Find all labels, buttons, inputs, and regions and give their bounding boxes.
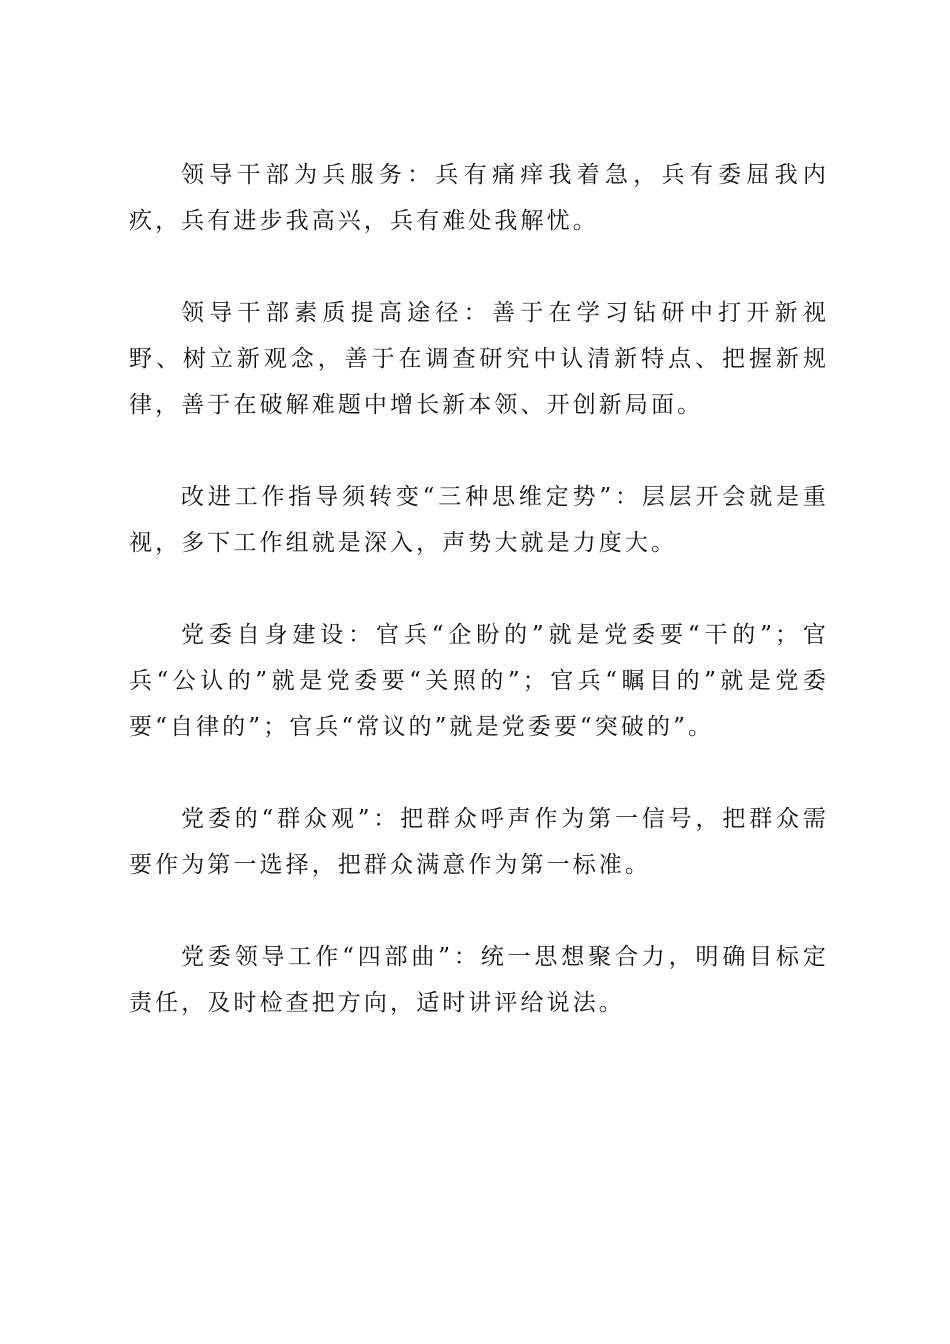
paragraph-soldier-service: 领导干部为兵服务：兵有痛痒我着急，兵有委屈我内疚，兵有进步我高兴，兵有难处我解忧。 — [129, 162, 829, 234]
paragraph-work-guidance: 改进工作指导须转变“三种思维定势”：层层开会就是重视，多下工作组就是深入，声势大就是力度大。 — [129, 484, 829, 556]
document-body — [129, 152, 829, 1026]
paragraph-four-steps: 党委领导工作“四部曲”：统一思想聚合力，明确目标定责任，及时检查把方向，适时讲评给说法。 — [129, 944, 829, 1016]
paragraph-committee-building: 党委自身建设：官兵“企盼的”就是党委要“干的”；官兵“公认的”就是党委要“关照的”；官兵“瞩目的”就是党委要“自律的”；官兵“常议的”就是党委要“突破的”。 — [129, 622, 829, 740]
paragraph-mass-view: 党委的“群众观”：把群众呼声作为第一信号，把群众需要作为第一选择，把群众满意作为第一标准。 — [129, 806, 829, 878]
paragraph-quality-improvement: 领导干部素质提高途径：善于在学习钻研中打开新视野、树立新观念，善于在调查研究中认清新特点、把握新规律，善于在破解难题中增长新本领、开创新局面。 — [129, 300, 829, 418]
